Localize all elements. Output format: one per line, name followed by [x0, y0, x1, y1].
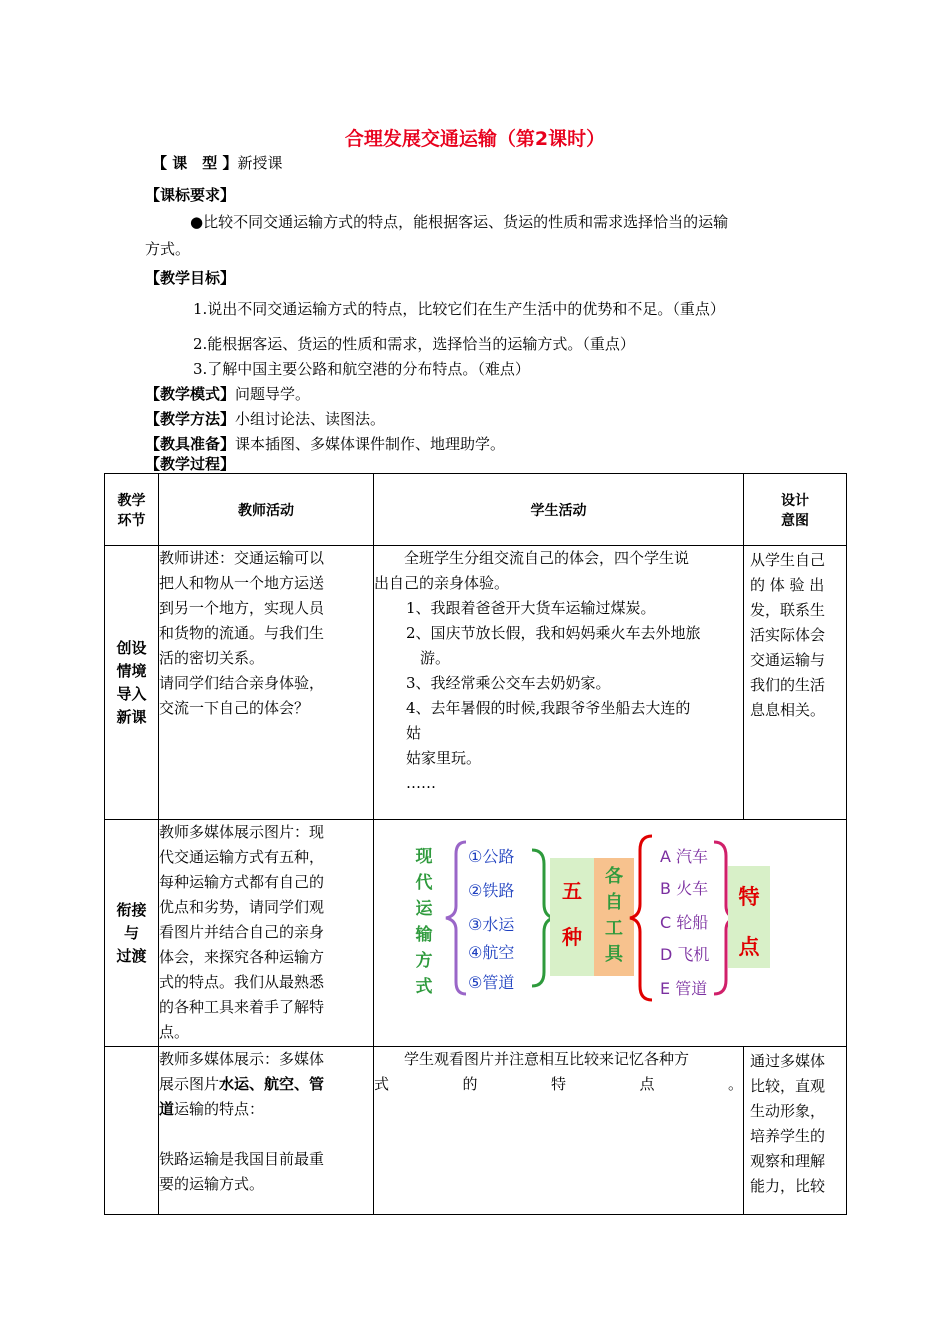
teacher-intro-line: 请同学们结合亲身体验，: [159, 674, 325, 692]
mode-item: ①公路: [468, 847, 515, 866]
left-title-char: 式: [415, 977, 433, 997]
mode-item: ⑤管道: [468, 973, 515, 992]
header-stage: [105, 474, 159, 546]
lesson-type-label: 【 课 型 】: [152, 154, 238, 172]
student-item: 3、我经常乘公交车去奶奶家。: [406, 674, 611, 692]
student-item: 4、去年暑假的时候,我跟爷爷坐船去大连的: [406, 699, 691, 717]
tool-item: C 轮船: [660, 913, 709, 932]
student-features-char: 式: [374, 1075, 390, 1093]
teacher-intro-line: 教师讲述：交通运输可以: [159, 549, 325, 567]
student-item: 2、国庆节放长假，我和妈妈乘火车去外地旅: [406, 624, 701, 642]
header-design: [744, 474, 847, 546]
teacher-intro-line: 和货物的流通。与我们生: [159, 624, 325, 642]
design-intro-line: 我们的生活: [750, 676, 826, 694]
spacer: [159, 1122, 373, 1147]
teacher-transition-line: 每种运输方式都有自己的: [159, 873, 325, 891]
teacher-transition-line: 代交通运输方式有五种，: [159, 848, 325, 866]
method-value: 小组讨论法、读图法。: [235, 410, 386, 428]
method-line: [145, 409, 385, 429]
design-features-line: 培养学生的: [750, 1127, 826, 1145]
stage-intro: [105, 546, 159, 820]
standard-text-2: 方式。: [145, 240, 191, 258]
teacher-transition-line: 优点和劣势，请同学们观: [159, 898, 325, 916]
method-label: 【教学方法】: [145, 410, 236, 428]
transport-diagram: [374, 820, 846, 1040]
each-tool-char: 具: [605, 944, 623, 965]
design-features-line: 比较，直观: [750, 1077, 826, 1095]
left-title-char: 代: [415, 873, 433, 893]
tools-line: [145, 434, 505, 454]
stage-transition-1: 衔接: [116, 900, 147, 919]
student-features-char: 点: [639, 1075, 655, 1093]
design-features: [744, 1047, 847, 1215]
design-intro-line: 交通运输与: [750, 651, 826, 669]
standard-text-1: ●比较不同交通运输方式的特点，能根据客运、货运的性质和需求选择恰当的运输: [190, 213, 729, 231]
student-intro: [374, 546, 744, 820]
student-item: 姑: [406, 724, 422, 742]
teacher-features-line: 要的运输方式。: [159, 1175, 265, 1193]
tools-value: 课本插图、多媒体课件制作、地理助学。: [235, 435, 506, 453]
student-features: [374, 1047, 744, 1215]
five-kinds-box: [550, 858, 594, 976]
process-table: [104, 473, 847, 1215]
mode-line: [145, 384, 310, 404]
objective-3: 3.了解中国主要公路和航空港的分布特点。（难点）: [193, 360, 530, 378]
stage-transition-2: 与: [123, 923, 139, 942]
design-intro-line: 从学生自己: [750, 551, 826, 569]
tool-item: A 汽车: [660, 847, 709, 866]
transport-diagram-svg: [374, 820, 844, 1042]
transport-diagram-cell: [374, 820, 847, 1047]
teacher-transition-line: 的各种工具来着手了解特: [159, 998, 325, 1016]
objective-2: 2.能根据客运、货运的性质和需求，选择恰当的运输方式。（重点）: [193, 335, 635, 353]
student-features-line: 学生观看图片并注意相互比较来记忆各种方: [404, 1050, 690, 1068]
stage-intro-4: 新课: [116, 707, 147, 726]
objectives-label: 【教学目标】: [145, 269, 236, 287]
row-features: [105, 1047, 847, 1215]
stage-features: [105, 1047, 159, 1215]
lesson-type-line: [152, 153, 282, 173]
header-student: 学生活动: [374, 474, 744, 546]
teacher-features-bold: 道: [159, 1100, 175, 1118]
teacher-transition-line: 教师多媒体展示图片：现: [159, 823, 325, 841]
tool-item: B 火车: [660, 879, 709, 898]
stage-intro-3: 导入: [116, 684, 147, 703]
teacher-features: [159, 1047, 374, 1215]
student-intro-line: 出自己的亲身体验。: [374, 574, 510, 592]
teacher-transition-line: 式的特点。我们从最熟悉: [159, 973, 325, 991]
student-features-char: 。: [727, 1075, 743, 1093]
teacher-transition-line: 看图片并结合自己的亲身: [159, 923, 325, 941]
student-intro-line: 全班学生分组交流自己的体会，四个学生说: [404, 549, 690, 567]
design-features-line: 通过多媒体: [750, 1052, 826, 1070]
mode-item: ②铁路: [468, 881, 515, 900]
five-kinds-char: 五: [562, 879, 582, 903]
stage-intro-1: 创设: [116, 638, 147, 657]
objective-1: 1.说出不同交通运输方式的特点，比较它们在生产生活中的优势和不足。（重点）: [193, 300, 725, 318]
student-features-char: 特: [550, 1075, 566, 1093]
each-tool-char: 各: [605, 866, 623, 887]
design-features-line: 能力，比较: [750, 1177, 826, 1195]
header-design-l2: 意图: [781, 512, 809, 529]
each-tool-char: 自: [605, 892, 623, 913]
mode-item: ③水运: [468, 915, 515, 934]
teacher-intro-line: 把人和物从一个地方运送: [159, 574, 325, 592]
student-features-line: [374, 1072, 743, 1097]
teacher-transition: [159, 820, 374, 1047]
standard-label: 【课标要求】: [145, 186, 236, 204]
design-features-line: 生动形象，: [750, 1102, 826, 1120]
teacher-features-line: 教师多媒体展示：多媒体: [159, 1050, 325, 1068]
mode-item: ④航空: [468, 943, 515, 962]
student-item: ……: [406, 774, 436, 792]
stage-transition: [105, 820, 159, 1047]
teacher-intro-line: 交流一下自己的体会？: [159, 699, 310, 717]
teacher-intro: [159, 546, 374, 820]
teacher-transition-line: 点。: [159, 1023, 190, 1041]
header-stage-l2: 环节: [117, 512, 146, 529]
left-title-char: 输: [415, 925, 433, 945]
student-features-char: 的: [462, 1075, 478, 1093]
teacher-features-line: [159, 1072, 373, 1097]
tools-label: 【教具准备】: [145, 435, 236, 453]
five-kinds-char: 种: [562, 925, 582, 949]
left-title-char: 运: [415, 899, 433, 919]
design-intro-line: 活实际体会: [750, 626, 826, 644]
tool-item: E 管道: [660, 979, 708, 998]
teacher-intro-line: 到另一个地方，实现人员: [159, 599, 325, 617]
student-item: 1、我跟着爸爸开大货车运输过煤炭。: [406, 599, 656, 617]
left-brace: [446, 842, 466, 994]
teacher-features-text: 运输的特点：: [174, 1100, 265, 1118]
lesson-type-value: 新授课: [237, 154, 283, 172]
left-title-char: 方: [415, 951, 433, 971]
teacher-intro-line: 活的密切关系。: [159, 649, 265, 667]
design-intro-line: 息息相关。: [750, 701, 826, 719]
teacher-features-bold: 水运、航空、管: [219, 1075, 325, 1093]
header-stage-l1: 教学: [117, 492, 146, 509]
header-design-l1: 设计: [781, 492, 809, 509]
header-row: [105, 474, 847, 546]
design-intro: [744, 546, 847, 820]
tool-item: D 飞机: [660, 945, 710, 964]
teacher-transition-line: 体会，来探究各种运输方: [159, 948, 325, 966]
process-label: 【教学过程】: [145, 455, 236, 473]
stage-transition-3: 过渡: [116, 946, 147, 965]
mode-value: 问题导学。: [235, 385, 311, 403]
teacher-features-line: [159, 1097, 373, 1122]
left-title-char: 现: [415, 847, 433, 867]
design-intro-line: 发，联系生: [750, 601, 826, 619]
teacher-features-line: 铁路运输是我国目前最重: [159, 1150, 325, 1168]
each-tool-char: 工: [605, 918, 623, 939]
feature-char: 点: [738, 935, 760, 959]
feature-char: 特: [738, 885, 760, 909]
design-features-line: 观察和理解: [750, 1152, 826, 1170]
header-teacher: 教师活动: [159, 474, 374, 546]
student-item: 姑家里玩。: [406, 749, 482, 767]
student-item: 游。: [420, 649, 451, 667]
teacher-features-text: 展示图片: [159, 1075, 220, 1093]
design-intro-line: 的 体 验 出: [750, 576, 825, 594]
row-intro: [105, 546, 847, 820]
page-title: 合理发展交通运输（第2课时）: [344, 128, 606, 150]
stage-intro-2: 情境: [116, 661, 147, 680]
row-transition: [105, 820, 847, 1047]
mode-label: 【教学模式】: [145, 385, 236, 403]
